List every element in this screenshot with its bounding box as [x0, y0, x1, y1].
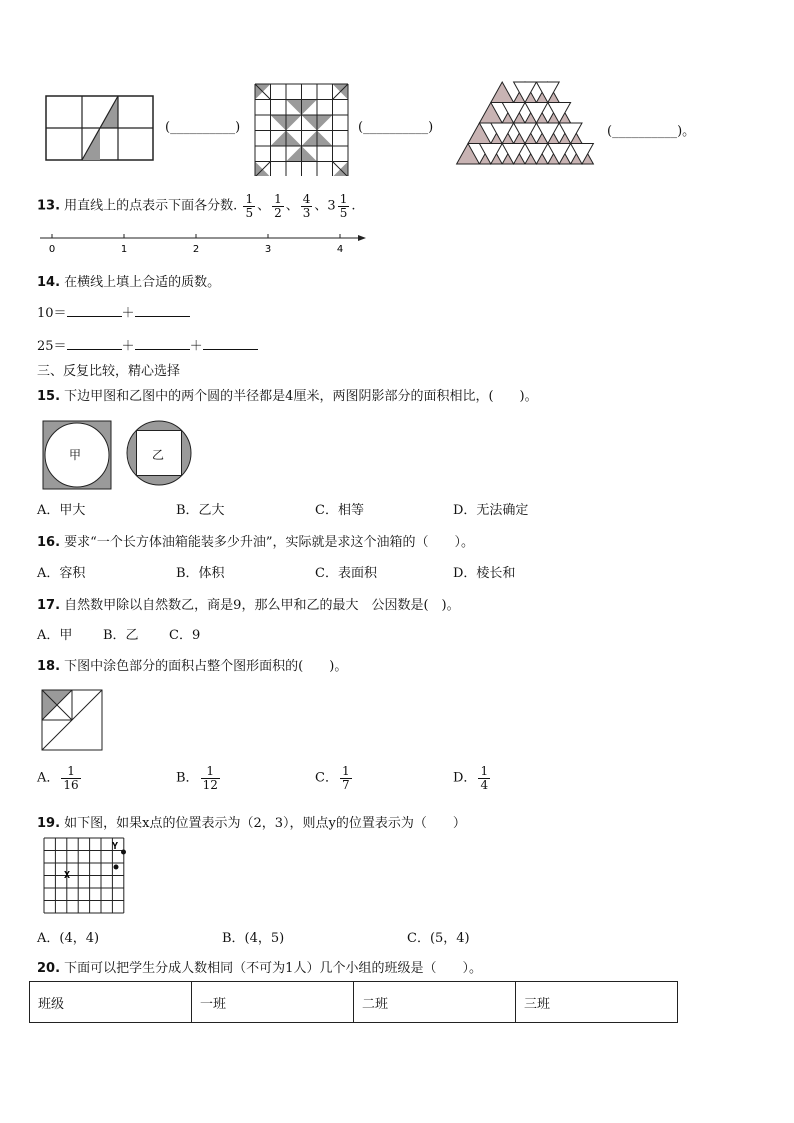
- up-triangle: [468, 123, 491, 144]
- option-c[interactable]: C．表面积: [315, 566, 377, 581]
- question-text: 下图中涂色部分的面积占整个图形面积的( )。: [64, 659, 348, 674]
- question-number: 14.: [37, 275, 61, 290]
- coordinate-grid: [42, 836, 128, 916]
- answer-blank-fig1[interactable]: (__________): [165, 120, 241, 135]
- question-19: [37, 812, 466, 831]
- option-a[interactable]: A．甲大: [37, 503, 86, 518]
- point-x-label: X: [64, 870, 71, 881]
- question-number: 20.: [37, 961, 61, 976]
- option-a[interactable]: A． $\frac{1}{16}$: [37, 764, 79, 792]
- question-text: 要求“一个长方体油箱能装多少升油”，实际就是求这个油箱的（ ）。: [64, 535, 474, 550]
- up-triangle: [457, 144, 480, 165]
- option-a[interactable]: A．甲: [37, 628, 73, 643]
- question-number: 16.: [37, 535, 61, 550]
- numberline-label: 2: [192, 244, 200, 255]
- table-cell: 班级: [30, 982, 192, 1023]
- mixed-number-whole: 3: [327, 198, 336, 214]
- up-triangle: [479, 103, 502, 124]
- numberline-label: 3: [264, 244, 272, 255]
- option-c[interactable]: C．9: [169, 628, 201, 643]
- table-row: [30, 982, 678, 1023]
- option-b[interactable]: B．乙: [103, 628, 139, 643]
- table-cell: 二班: [354, 982, 516, 1023]
- option-c[interactable]: C． $\frac{1}{7}$: [315, 764, 350, 792]
- shaded-triangle: [302, 146, 318, 162]
- grid-figure-2: [253, 82, 351, 176]
- question-15: [37, 385, 538, 404]
- option-b[interactable]: B．乙大: [176, 503, 225, 518]
- option-d[interactable]: D．棱长和: [453, 566, 516, 581]
- shaded-triangle: [302, 100, 318, 116]
- answer-blank-fig2[interactable]: (__________): [358, 120, 434, 135]
- option-c[interactable]: C．(5，4): [407, 931, 470, 946]
- option-d[interactable]: D． $\frac{1}{4}$: [453, 764, 489, 792]
- option-c[interactable]: C．相等: [315, 503, 364, 518]
- shaded-triangle: [286, 100, 302, 116]
- shaded-triangle: [286, 131, 302, 147]
- prime-sum-25: 25＝ ＋ ＋: [37, 335, 258, 354]
- question-text: 下面可以把学生分成人数相同（不可为1人）几个小组的班级是（ ）。: [64, 961, 482, 976]
- question-text: 如下图，如果x点的位置表示为（2，3），则点y的位置表示为（ ）: [64, 816, 466, 831]
- section-heading: 三、反复比较，精心选择: [37, 364, 181, 379]
- numberline-label: 0: [48, 244, 56, 255]
- numberline-label: 4: [336, 244, 344, 255]
- question-number: 19.: [37, 816, 61, 831]
- square-division-figure: [40, 688, 104, 752]
- grid-figure-1: [44, 94, 156, 164]
- question-18: [37, 655, 347, 674]
- numberline-label: 1: [120, 244, 128, 255]
- table-cell: 一班: [192, 982, 354, 1023]
- option-a[interactable]: A．(4，4): [37, 931, 100, 946]
- option-b[interactable]: B．(4，5): [222, 931, 285, 946]
- question-text: 自然数甲除以自然数乙，商是9，那么甲和乙的最大 公因数是( )。: [64, 598, 460, 613]
- shaded-triangle: [317, 131, 333, 147]
- question-number: 15.: [37, 389, 61, 404]
- option-d[interactable]: D．无法确定: [453, 503, 529, 518]
- up-triangle: [491, 82, 514, 103]
- question-13: 13. 用直线上的点表示下面各分数. $\frac{1}{5}$ 、 $\frac{1}{2}$ 、 $\frac{4}{3}$ 、3 $\frac{1}{5}$ .: [37, 192, 356, 220]
- fraction-3: $\frac{4}{3}$: [302, 192, 311, 220]
- answer-blank[interactable]: [135, 337, 190, 350]
- answer-blank[interactable]: [135, 304, 190, 317]
- option-b[interactable]: B． $\frac{1}{12}$: [176, 764, 218, 792]
- answer-blank[interactable]: [203, 337, 258, 350]
- shaded-triangle: [286, 146, 302, 162]
- table-cell: 三班: [516, 982, 678, 1023]
- shaded-triangle: [271, 115, 287, 131]
- option-a[interactable]: A．容积: [37, 566, 86, 581]
- answer-blank-fig3[interactable]: (__________)。: [607, 124, 696, 139]
- shaded-triangle: [286, 115, 302, 131]
- figure-yi-label: 乙: [152, 448, 165, 462]
- shaded-triangle: [302, 131, 318, 147]
- question-text: 下边甲图和乙图中的两个圆的半径都是4厘米，两图阴影部分的面积相比，( )。: [64, 389, 538, 404]
- shaded-triangle: [271, 131, 287, 147]
- class-table: [29, 981, 678, 1023]
- mixed-number-fraction: $\frac{1}{5}$: [339, 192, 348, 220]
- question-17: [37, 594, 460, 613]
- number-line: [38, 228, 370, 256]
- question-text: 用直线上的点表示下面各分数.: [64, 198, 238, 214]
- question-text: 在横线上填上合适的质数。: [64, 275, 221, 290]
- answer-blank[interactable]: [67, 304, 122, 317]
- figure-jia-label: 甲: [69, 448, 82, 462]
- fraction-2: $\frac{1}{2}$: [274, 192, 282, 220]
- question-number: 17.: [37, 598, 61, 613]
- prime-sum-10: 10＝ ＋: [37, 302, 190, 321]
- point-y-label: Y: [112, 841, 119, 852]
- fraction-1: $\frac{1}{5}$: [245, 192, 254, 220]
- option-b[interactable]: B．体积: [176, 566, 225, 581]
- question-number: 18.: [37, 659, 61, 674]
- question-16: [37, 531, 474, 550]
- question-14: [37, 271, 220, 290]
- shaded-triangle: [302, 115, 318, 131]
- shaded-triangle: [317, 115, 333, 131]
- answer-blank[interactable]: [67, 337, 122, 350]
- question-number: 13.: [37, 198, 61, 214]
- trapezoid-triangle-figure: [444, 80, 606, 174]
- question-20: [37, 957, 482, 976]
